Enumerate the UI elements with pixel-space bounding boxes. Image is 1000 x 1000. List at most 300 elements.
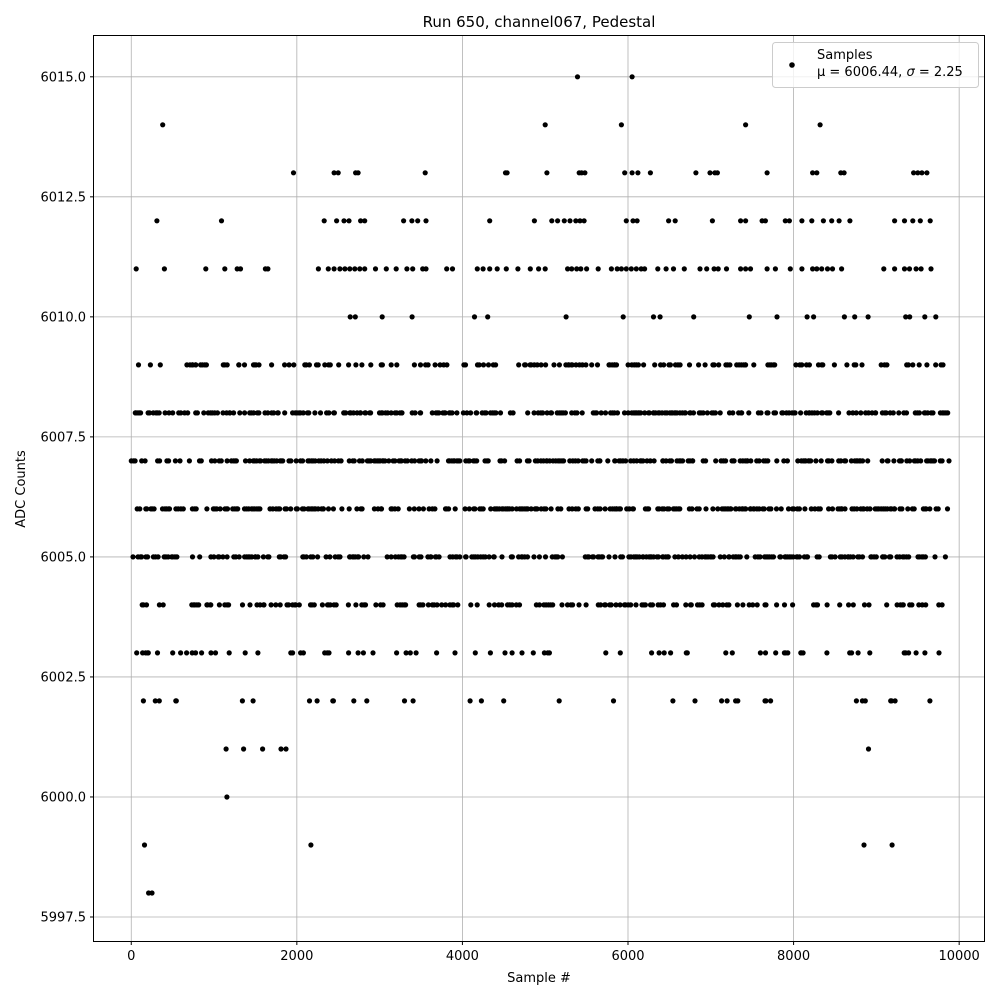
data-point (280, 458, 285, 463)
data-point (288, 458, 293, 463)
data-point (718, 410, 723, 415)
data-point (902, 218, 907, 223)
data-point (557, 698, 562, 703)
data-point (558, 506, 563, 511)
data-point (290, 650, 295, 655)
data-point (703, 506, 708, 511)
data-point (930, 410, 935, 415)
data-point (691, 410, 696, 415)
data-point (196, 602, 201, 607)
data-point (435, 458, 440, 463)
data-point (504, 266, 509, 271)
data-point (842, 314, 847, 319)
data-point (670, 698, 675, 703)
data-point (899, 458, 904, 463)
data-point (819, 266, 824, 271)
data-point (487, 554, 492, 559)
data-point (208, 602, 213, 607)
data-point (669, 458, 674, 463)
legend-stats-suffix: = 2.25 (914, 65, 963, 80)
data-point (236, 362, 241, 367)
data-point (326, 506, 331, 511)
data-point (549, 218, 554, 223)
data-point (740, 602, 745, 607)
data-point (861, 842, 866, 847)
data-point (630, 74, 635, 79)
data-point (300, 458, 305, 463)
data-point (199, 458, 204, 463)
data-point (907, 266, 912, 271)
data-point (157, 458, 162, 463)
data-point (892, 506, 897, 511)
data-point (773, 266, 778, 271)
data-point (501, 698, 506, 703)
data-point (316, 266, 321, 271)
data-point (807, 362, 812, 367)
data-point (943, 554, 948, 559)
data-point (866, 602, 871, 607)
data-point (525, 554, 530, 559)
data-point (748, 266, 753, 271)
data-point (454, 410, 459, 415)
data-point (412, 458, 417, 463)
data-point (836, 410, 841, 415)
data-point (356, 554, 361, 559)
data-point (170, 650, 175, 655)
data-point (318, 410, 323, 415)
data-point (773, 410, 778, 415)
data-point (797, 506, 802, 511)
data-point (890, 842, 895, 847)
data-point (712, 362, 717, 367)
data-point (288, 506, 293, 511)
data-point (242, 410, 247, 415)
data-point (715, 170, 720, 175)
data-point (674, 602, 679, 607)
data-point (600, 554, 605, 559)
data-point (851, 602, 856, 607)
data-point (137, 506, 142, 511)
data-point (537, 554, 542, 559)
data-point (353, 602, 358, 607)
data-point (277, 506, 282, 511)
data-point (423, 170, 428, 175)
data-point (811, 314, 816, 319)
data-point (719, 698, 724, 703)
data-point (576, 506, 581, 511)
data-point (725, 698, 730, 703)
data-point (549, 410, 554, 415)
data-point (648, 170, 653, 175)
data-point (283, 554, 288, 559)
data-point (576, 458, 581, 463)
data-point (641, 362, 646, 367)
data-point (858, 410, 863, 415)
data-point (642, 266, 647, 271)
data-point (584, 602, 589, 607)
data-point (666, 218, 671, 223)
data-point (854, 698, 859, 703)
data-point (420, 602, 425, 607)
data-point (624, 266, 629, 271)
legend-label: Samples (817, 48, 873, 63)
data-point (226, 602, 231, 607)
data-point (242, 362, 247, 367)
data-point (940, 362, 945, 367)
data-point (671, 266, 676, 271)
data-point (481, 506, 486, 511)
data-point (652, 362, 657, 367)
data-point (269, 602, 274, 607)
x-tick-label: 10000 (938, 949, 980, 964)
data-point (773, 650, 778, 655)
data-point (888, 554, 893, 559)
x-tick-label: 4000 (445, 949, 479, 964)
data-point (370, 650, 375, 655)
data-point (758, 650, 763, 655)
data-point (933, 362, 938, 367)
data-point (716, 362, 721, 367)
data-point (310, 554, 315, 559)
data-point (162, 266, 167, 271)
data-point (463, 362, 468, 367)
data-point (149, 890, 154, 895)
data-point (932, 458, 937, 463)
data-point (609, 602, 614, 607)
data-point (650, 602, 655, 607)
data-point (758, 410, 763, 415)
data-point (547, 650, 552, 655)
data-point (510, 410, 515, 415)
data-point (247, 602, 252, 607)
data-point (505, 170, 510, 175)
data-point (611, 698, 616, 703)
data-point (693, 170, 698, 175)
data-point (614, 362, 619, 367)
data-point (336, 170, 341, 175)
data-point (629, 266, 634, 271)
data-point (631, 506, 636, 511)
data-point (146, 650, 151, 655)
data-point (133, 458, 138, 463)
data-point (622, 170, 627, 175)
data-point (658, 314, 663, 319)
data-point (474, 458, 479, 463)
data-point (584, 266, 589, 271)
x-tick-label: 8000 (777, 949, 811, 964)
data-point (685, 650, 690, 655)
data-point (320, 602, 325, 607)
data-point (173, 458, 178, 463)
x-tick-label: 0 (127, 949, 136, 964)
data-point (863, 698, 868, 703)
data-point (902, 266, 907, 271)
data-point (364, 698, 369, 703)
data-point (618, 506, 623, 511)
data-point (418, 554, 423, 559)
data-point (219, 458, 224, 463)
data-point (362, 266, 367, 271)
data-point (619, 122, 624, 127)
data-point (544, 170, 549, 175)
data-point (597, 458, 602, 463)
data-point (414, 650, 419, 655)
data-point (481, 266, 486, 271)
data-point (624, 218, 629, 223)
data-point (316, 362, 321, 367)
data-point (710, 506, 715, 511)
data-point (585, 506, 590, 511)
data-point (919, 266, 924, 271)
data-point (557, 362, 562, 367)
data-point (748, 458, 753, 463)
data-point (664, 266, 669, 271)
data-point (918, 458, 923, 463)
data-point (905, 506, 910, 511)
data-point (487, 218, 492, 223)
data-point (849, 650, 854, 655)
data-point (634, 266, 639, 271)
data-point (829, 218, 834, 223)
data-point (799, 266, 804, 271)
data-point (357, 266, 362, 271)
legend-marker (789, 62, 795, 68)
data-point (197, 554, 202, 559)
data-point (404, 266, 409, 271)
data-point (945, 506, 950, 511)
data-point (327, 554, 332, 559)
data-point (936, 650, 941, 655)
data-point (184, 650, 189, 655)
data-point (312, 410, 317, 415)
data-point (787, 218, 792, 223)
data-point (297, 602, 302, 607)
data-point (765, 170, 770, 175)
data-point (498, 410, 503, 415)
data-point (785, 650, 790, 655)
y-axis-label: ADC Counts (14, 450, 29, 528)
data-point (562, 218, 567, 223)
data-point (621, 314, 626, 319)
data-point (218, 506, 223, 511)
data-point (353, 314, 358, 319)
data-point (703, 362, 708, 367)
data-point (927, 506, 932, 511)
data-point (257, 506, 262, 511)
data-point (352, 266, 357, 271)
data-point (782, 602, 787, 607)
data-point (727, 362, 732, 367)
data-point (743, 266, 748, 271)
data-point (662, 650, 667, 655)
data-point (536, 266, 541, 271)
data-point (415, 218, 420, 223)
data-point (450, 410, 455, 415)
data-point (158, 362, 163, 367)
data-point (633, 602, 638, 607)
data-point (531, 554, 536, 559)
data-point (136, 362, 141, 367)
data-point (433, 362, 438, 367)
data-point (142, 842, 147, 847)
data-point (818, 506, 823, 511)
data-point (790, 602, 795, 607)
data-point (860, 458, 865, 463)
data-point (193, 362, 198, 367)
data-point (867, 506, 872, 511)
y-tick-label: 6005.0 (40, 550, 86, 566)
data-point (468, 602, 473, 607)
data-point (353, 362, 358, 367)
data-point (278, 602, 283, 607)
data-point (680, 458, 685, 463)
data-point (859, 362, 864, 367)
data-point (401, 218, 406, 223)
data-point (452, 650, 457, 655)
data-point (918, 218, 923, 223)
data-point (555, 554, 560, 559)
data-point (927, 698, 932, 703)
data-point (904, 410, 909, 415)
data-point (446, 506, 451, 511)
data-point (774, 314, 779, 319)
data-point (492, 554, 497, 559)
data-point (523, 362, 528, 367)
data-point (946, 458, 951, 463)
data-point (402, 698, 407, 703)
data-point (408, 650, 413, 655)
data-point (880, 458, 885, 463)
data-point (265, 266, 270, 271)
data-point (315, 554, 320, 559)
data-point (873, 410, 878, 415)
data-point (743, 218, 748, 223)
data-point (788, 266, 793, 271)
data-point (394, 266, 399, 271)
data-point (842, 506, 847, 511)
data-point (576, 602, 581, 607)
data-point (802, 506, 807, 511)
data-point (235, 506, 240, 511)
data-point (356, 170, 361, 175)
data-point (933, 314, 938, 319)
data-point (555, 218, 560, 223)
data-point (157, 410, 162, 415)
data-point (582, 170, 587, 175)
data-point (735, 698, 740, 703)
data-point (389, 362, 394, 367)
data-point (732, 458, 737, 463)
data-point (499, 554, 504, 559)
data-point (643, 602, 648, 607)
data-point (134, 650, 139, 655)
data-point (867, 650, 872, 655)
data-point (426, 362, 431, 367)
data-point (337, 554, 342, 559)
data-point (312, 602, 317, 607)
data-point (917, 362, 922, 367)
data-point (866, 314, 871, 319)
data-point (723, 458, 728, 463)
data-point (359, 362, 364, 367)
data-point (499, 602, 504, 607)
data-point (394, 362, 399, 367)
data-point (339, 458, 344, 463)
data-point (923, 554, 928, 559)
data-point (321, 506, 326, 511)
data-point (428, 458, 433, 463)
data-point (661, 362, 666, 367)
data-point (830, 266, 835, 271)
data-point (423, 458, 428, 463)
data-point (384, 266, 389, 271)
data-point (144, 602, 149, 607)
data-point (174, 554, 179, 559)
data-point (467, 506, 472, 511)
data-point (219, 218, 224, 223)
data-point (575, 74, 580, 79)
data-point (854, 410, 859, 415)
data-point (907, 458, 912, 463)
data-point (269, 362, 274, 367)
data-point (409, 218, 414, 223)
data-point (707, 170, 712, 175)
data-point (166, 458, 171, 463)
data-point (936, 506, 941, 511)
data-point (589, 362, 594, 367)
y-tick-label: 6015.0 (40, 70, 86, 86)
data-point (326, 410, 331, 415)
data-point (238, 266, 243, 271)
x-axis-label: Sample # (507, 971, 571, 986)
data-point (174, 698, 179, 703)
data-point (306, 410, 311, 415)
data-point (260, 746, 265, 751)
data-point (738, 218, 743, 223)
data-point (762, 506, 767, 511)
data-point (906, 554, 911, 559)
data-point (560, 554, 565, 559)
data-point (347, 266, 352, 271)
data-point (825, 266, 830, 271)
data-point (278, 746, 283, 751)
data-point (143, 458, 148, 463)
data-point (411, 698, 416, 703)
data-point (923, 602, 928, 607)
data-point (945, 410, 950, 415)
data-point (331, 506, 336, 511)
data-point (842, 170, 847, 175)
data-point (543, 506, 548, 511)
data-point (892, 218, 897, 223)
data-point (683, 602, 688, 607)
data-point (940, 602, 945, 607)
data-point (596, 266, 601, 271)
data-point (620, 554, 625, 559)
data-point (373, 266, 378, 271)
data-point (276, 410, 281, 415)
data-point (282, 362, 287, 367)
data-point (809, 218, 814, 223)
data-point (134, 266, 139, 271)
data-point (882, 554, 887, 559)
data-point (922, 650, 927, 655)
data-point (380, 362, 385, 367)
data-point (190, 554, 195, 559)
data-point (527, 458, 532, 463)
data-point (457, 458, 462, 463)
data-point (615, 410, 620, 415)
